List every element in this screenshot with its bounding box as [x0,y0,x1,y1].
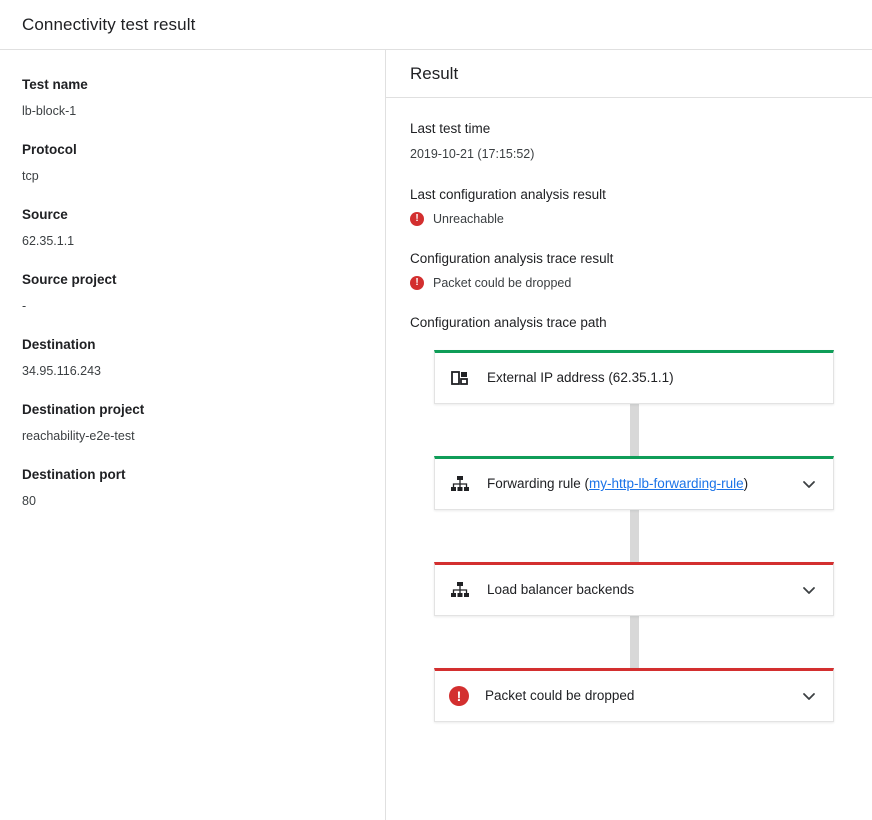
result-header [386,50,872,98]
detail-label: Destination [22,337,96,352]
trace-path-label: Configuration analysis trace path [410,315,607,330]
trace-status-text: Packet could be dropped [433,276,572,290]
error-icon: ! [449,686,469,706]
chevron-down-icon[interactable] [799,686,819,706]
detail-value: lb-block-1 [22,104,77,118]
analysis-result-label: Last configuration analysis result [410,187,606,202]
detail-value: 80 [22,494,36,508]
chevron-down-icon[interactable] [799,474,819,494]
external-ip-icon [449,367,471,389]
trace-path-diagram [434,350,834,722]
last-test-time-value: 2019-10-21 (17:15:52) [410,147,535,161]
result-pane [386,50,872,820]
trace-result-label: Configuration analysis trace result [410,251,614,266]
analysis-status-text: Unreachable [433,212,504,226]
result-content [386,98,872,722]
error-icon: ! [410,276,424,290]
detail-label: Protocol [22,142,77,157]
page-body [0,50,872,820]
detail-field-source [22,206,363,249]
page-title: Connectivity test result [22,14,196,34]
detail-field-destination-port [22,466,363,509]
detail-value: - [22,299,27,313]
trace-node-label: External IP address (62.35.1.1) [487,370,674,385]
detail-value: reachability-e2e-test [22,429,135,443]
trace-node-packet-dropped[interactable] [434,668,834,722]
detail-label: Source project [22,272,117,287]
detail-value: 34.95.116.243 [22,364,102,378]
trace-node-label: Packet could be dropped [485,688,635,703]
trace-connector [630,404,639,456]
detail-value: 62.35.1.1 [22,234,75,248]
detail-label: Destination port [22,467,126,482]
detail-field-source-project [22,271,363,314]
trace-node-forwarding-rule[interactable] [434,456,834,510]
test-details-pane [0,50,386,820]
detail-label: Source [22,207,68,222]
detail-field-test-name [22,76,363,119]
trace-node-label-suffix: ) [743,476,749,491]
load-balancer-icon [449,579,471,601]
last-test-time-label: Last test time [410,121,491,136]
trace-node-external-ip[interactable] [434,350,834,404]
analysis-result-status [410,212,848,226]
detail-label: Destination project [22,402,145,417]
error-icon: ! [410,212,424,226]
trace-node-label-prefix: Forwarding rule ( [487,476,590,491]
forwarding-rule-link[interactable]: my-http-lb-forwarding-rule [589,476,744,491]
page-header [0,0,872,50]
forwarding-rule-icon [449,473,471,495]
trace-node-label [487,475,799,493]
detail-field-destination [22,336,363,379]
trace-result-status [410,276,848,290]
chevron-down-icon[interactable] [799,580,819,600]
result-title: Result [410,63,459,83]
trace-node-load-balancer-backends[interactable] [434,562,834,616]
detail-field-protocol [22,141,363,184]
trace-connector [630,510,639,562]
detail-field-destination-project [22,401,363,444]
detail-value: tcp [22,169,39,183]
trace-node-label: Load balancer backends [487,582,635,597]
trace-connector [630,616,639,668]
detail-label: Test name [22,77,88,92]
